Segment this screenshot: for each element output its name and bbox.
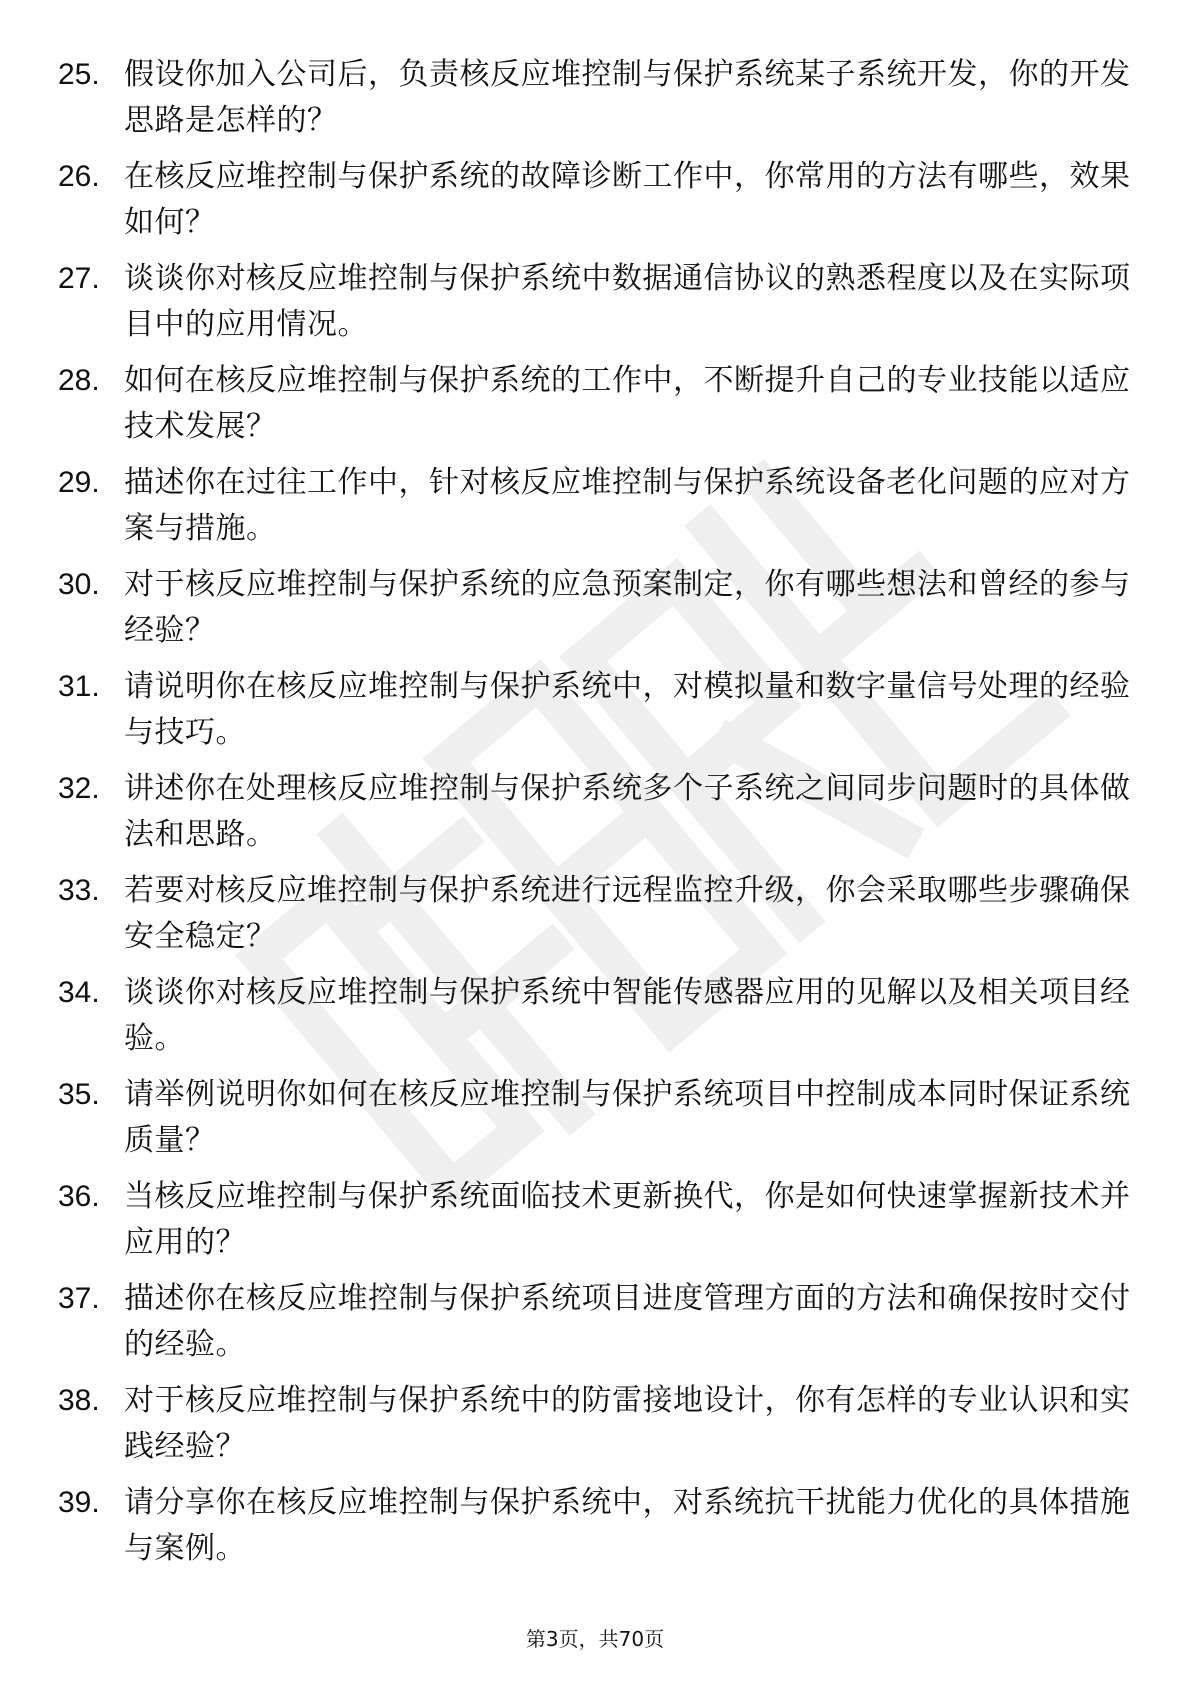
question-item (58, 1174, 1133, 1266)
question-item (58, 664, 1133, 756)
question-number: 35. (58, 1078, 100, 1111)
question-number: 33. (58, 874, 100, 907)
question-text: 在核反应堆控制与保护系统的故障诊断工作中，你常用的方法有哪些，效果如何？ (124, 159, 1131, 240)
question-item (58, 562, 1133, 654)
question-text: 假设你加入公司后，负责核反应堆控制与保护系统某子系统开发，你的开发思路是怎样的？ (124, 57, 1131, 138)
question-item (58, 1378, 1133, 1470)
question-number: 31. (58, 670, 100, 703)
question-item (58, 52, 1133, 144)
question-text: 如何在核反应堆控制与保护系统的工作中，不断提升自己的专业技能以适应技术发展？ (124, 363, 1131, 444)
question-text: 谈谈你对核反应堆控制与保护系统中智能传感器应用的见解以及相关项目经验。 (124, 975, 1131, 1056)
question-number: 32. (58, 772, 100, 805)
question-item (58, 1072, 1133, 1164)
question-item (58, 1276, 1133, 1368)
question-number: 27. (58, 262, 100, 295)
question-item (58, 868, 1133, 960)
question-number: 28. (58, 364, 100, 397)
question-item (58, 256, 1133, 348)
question-number: 37. (58, 1282, 100, 1315)
question-list (58, 52, 1133, 1582)
question-item (58, 358, 1133, 450)
question-number: 36. (58, 1180, 100, 1213)
question-item (58, 766, 1133, 858)
question-item (58, 970, 1133, 1062)
question-number: 29. (58, 466, 100, 499)
question-text: 描述你在核反应堆控制与保护系统项目进度管理方面的方法和确保按时交付的经验。 (124, 1281, 1131, 1362)
question-text: 当核反应堆控制与保护系统面临技术更新换代，你是如何快速掌握新技术并应用的？ (124, 1179, 1131, 1260)
question-number: 26. (58, 160, 100, 193)
question-number: 39. (58, 1486, 100, 1519)
question-item (58, 1480, 1133, 1572)
question-text: 对于核反应堆控制与保护系统中的防雷接地设计，你有怎样的专业认识和实践经验？ (124, 1383, 1131, 1464)
question-text: 讲述你在处理核反应堆控制与保护系统多个子系统之间同步问题时的具体做法和思路。 (124, 771, 1131, 852)
question-text: 谈谈你对核反应堆控制与保护系统中数据通信协议的熟悉程度以及在实际项目中的应用情况。 (124, 261, 1131, 342)
question-text: 请说明你在核反应堆控制与保护系统中，对模拟量和数字量信号处理的经验与技巧。 (124, 669, 1131, 750)
question-text: 请举例说明你如何在核反应堆控制与保护系统项目中控制成本同时保证系统质量？ (124, 1077, 1131, 1158)
question-text: 对于核反应堆控制与保护系统的应急预案制定，你有哪些想法和曾经的参与经验？ (124, 567, 1131, 648)
question-text: 描述你在过往工作中，针对核反应堆控制与保护系统设备老化问题的应对方案与措施。 (124, 465, 1131, 546)
question-number: 38. (58, 1384, 100, 1417)
question-text: 请分享你在核反应堆控制与保护系统中，对系统抗干扰能力优化的具体措施与案例。 (124, 1485, 1131, 1566)
question-item (58, 154, 1133, 246)
question-text: 若要对核反应堆控制与保护系统进行远程监控升级，你会采取哪些步骤确保安全稳定？ (124, 873, 1131, 954)
page-footer (0, 1625, 1190, 1653)
question-number: 25. (58, 58, 100, 91)
question-number: 34. (58, 976, 100, 1009)
question-item (58, 460, 1133, 552)
page-number-label: 第3页，共70页 (525, 1627, 665, 1651)
question-number: 30. (58, 568, 100, 601)
